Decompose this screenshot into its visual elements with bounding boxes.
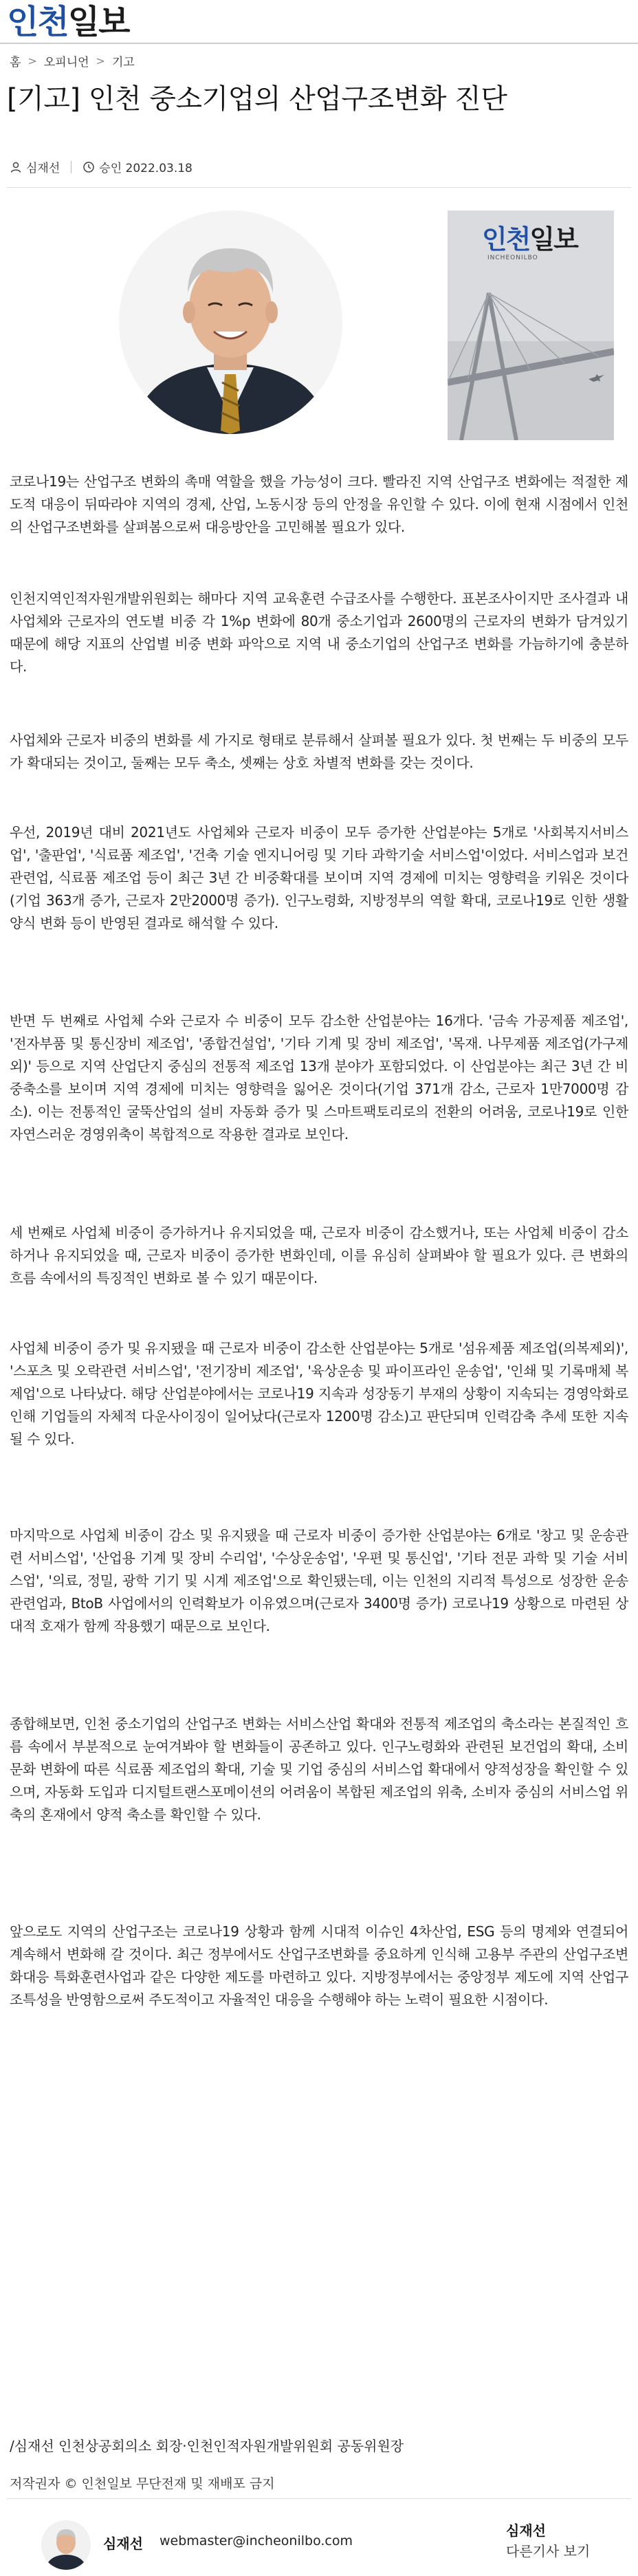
breadcrumb-separator: > — [96, 54, 105, 67]
cover-logo-part-1: 인천 — [482, 224, 530, 255]
author-portrait — [119, 210, 342, 434]
breadcrumb-home[interactable]: 홈 — [10, 56, 21, 69]
author-box-more — [506, 2520, 590, 2562]
breadcrumb-section[interactable]: 오피니언 — [43, 56, 89, 69]
article-title: [기고] 인천 중소기업의 산업구조변화 진단 — [7, 83, 507, 115]
cover-logo — [482, 226, 578, 253]
breadcrumb — [10, 52, 135, 69]
copyright-notice: 저작권자 © 인천일보 무단전재 및 재배포 금지 — [10, 2476, 275, 2491]
clock-icon — [82, 161, 95, 173]
avatar-illustration — [41, 2520, 91, 2570]
article-author[interactable]: 심재선 — [26, 162, 60, 175]
logo-part-2: 일보 — [67, 3, 129, 41]
article-paragraph: 종합해보면, 인천 중소기업의 산업구조 변화는 서비스산업 확대와 전통적 제조업의 축소라는 본질적인 흐름 속에서 부분적으로 눈여겨봐야 할 변화들이 공존하고 있다. 인구노령화와 관련된 보건업의 확대, 소비문화 변화에 따른 식료품 제조업의 확대, 기술 및 기업 중심의 서비스업 확대에서 양적성장을 확인할 수 있으며, 자동화 도입과 디지털트랜스포메이션의 어려움이 복합된 제조업의 위축, 소비자 중심의 서비스업 위축의 혼재에서 양적 축소를 확인할 수 있다. — [10, 1715, 628, 1823]
article-paragraph: 사업체와 근로자 비중의 변화를 세 가지로 형태로 분류해서 살펴볼 필요가 있다. 첫 번째는 두 비중의 모두가 확대되는 것이고, 둘째는 모두 축소, 셋째는 상호 차별적 변화를 갖는 것이다. — [10, 732, 628, 771]
logo-part-1: 인천 — [7, 3, 68, 41]
breadcrumb-separator: > — [28, 54, 37, 67]
article-paragraph: 사업체 비중이 증가 및 유지됐을 때 근로자 비중이 감소한 산업분야는 5개로 '섬유제품 제조업(의복제외)', '스포츠 및 오락관련 서비스업', '전기장비 제조업', '육상운송 및 파이프라인 운송업', '인쇄 및 기록매체 복제업'으로 나타났다. 해당 산업분야에서는 코로나19 지속과 성장동기 부재의 상황이 지속되는 경영악화로 인해 기업들의 자체적 다운사이징이 일어났다(근로자 1200명 감소)고 판단되며 인력감축 추세 또한 지속될 수 있다. — [10, 1340, 628, 1447]
article-paragraph: 세 번째로 사업체 비중이 증가하거나 유지되었을 때, 근로자 비중이 감소했거나, 또는 사업체 비중이 감소하거나 유지되었을 때, 근로자 비중이 증가한 변화인데, 이를 유심히 살펴봐야 할 필요가 있다. 큰 변화의 흐름 속에서의 특징적인 변화로 볼 수 있기 때문이다. — [10, 1224, 628, 1286]
author-box-name[interactable]: 심재선 — [103, 2535, 143, 2552]
article-paragraph: 앞으로도 지역의 산업구조는 코로나19 상황과 함께 시대적 이슈인 4차산업, ESG 등의 명제와 연결되어 계속해서 변화해 갈 것이다. 최근 정부에서도 산업구조변화를 중요하게 인식해 고용부 주관의 산업구조변화대응 특화훈련사업과 같은 다양한 제도를 마련하고 있다. 지방정부에서는 중앙정부 제도에 지역 산업구조특성을 반영함으로써 주도적이고 자율적인 대응을 수행해야 하는 노력이 필요한 시점이다. — [10, 1923, 628, 2008]
article-approved-date: 승인 2022.03.18 — [99, 162, 192, 175]
article-paragraph: 반면 두 번째로 사업체 수와 근로자 수 비중이 모두 감소한 산업분야는 16개다. '금속 가공제품 제조업', '전자부품 및 통신장비 제조업', '종합건설업', '기타 기계 및 장비 제조업', '목재. 나무제품 제조업(가구제외)' 등으로 지역 산업단지 중심의 전통적 제조업 13개 분야가 포함되었다. 이 산업분야는 최근 3년 간 비중축소를 보이며 지역 경제에 미치는 영향력을 잃어온 것이다(기업 371개 감소, 근로자 1만7000명 감소). 이는 전통적인 굴뚝산업의 설비 자동화 증가 및 스마트팩토리로의 전환의 어려움, 코로나19로 인한 자연스러운 경영위축이 복합적으로 작용한 결과로 보인다. — [10, 1013, 628, 1143]
article-paragraph: 우선, 2019년 대비 2021년도 사업체와 근로자 비중이 모두 증가한 산업분야는 5개로 '사회복지서비스업', '출판업', '식료품 제조업', '건축 기술 엔지니어링 및 기타 과학기술 서비스업'이었다. 서비스업과 보건관련업, 식료품 제조업 등이 최근 3년 간 비중확대를 보이며 지역 경제에 미치는 영향력을 키워온 것이다(기업 363개 증가, 근로자 2만2000명 증가). 인구노령화, 지방정부의 역할 확대, 코로나19로 인한 생활양식 변화 등이 반영된 결과로 해석할 수 있다. — [10, 824, 628, 931]
article-paragraph: 인천지역인적자원개발위원회는 해마다 지역 교육훈련 수급조사를 수행한다. 표본조사이지만 조사결과 내 사업체와 근로자의 연도별 비중 각 1%p 변화에 80개 중소기업과 2600명의 근로자의 변화가 담겨있기 때문에 해당 지표의 산업별 비중 변화 파악으로 지역 내 중소기업의 산업구조 변화를 가늠하기에 충분하다. — [10, 590, 628, 675]
breadcrumb-subsection[interactable]: 기고 — [111, 56, 135, 69]
portrait-illustration — [119, 210, 342, 434]
cover-logo-part-2: 일보 — [529, 224, 578, 255]
author-box-right-name[interactable]: 심재선 — [506, 2522, 546, 2539]
cover-logo-sub: INCHEONILBO — [487, 255, 538, 261]
other-articles-link[interactable]: 다른기사 보기 — [506, 2543, 591, 2559]
meta-divider-line — [7, 187, 631, 188]
header-divider — [0, 43, 638, 44]
user-icon — [10, 161, 22, 173]
article-paragraph: 코로나19는 산업구조 변화의 촉매 역할을 했을 가능성이 크다. 빨라진 지역 산업구조 변화에는 적절한 제도적 대응이 뒤따라야 지역의 경제, 산업, 노동시장 등의 안정을 유인할 수 있다. 이에 현재 시점에서 인천의 산업구조변화를 살펴봄으로써 대응방안을 고민해볼 필요가 있다. — [10, 473, 628, 535]
article-signature: /심재선 인천상공회의소 회장·인천인적자원개발위원회 공동위원장 — [10, 2438, 404, 2454]
footer-divider — [7, 2498, 631, 2499]
site-logo[interactable] — [7, 3, 129, 41]
meta-divider — [71, 161, 72, 173]
article-paragraph: 마지막으로 사업체 비중이 감소 및 유지됐을 때 근로자 비중이 증가한 산업분야는 6개로 '창고 및 운송관련 서비스업', '산업용 기계 및 장비 수리업', '수상운송업', '우편 및 통신업', '기타 전문 과학 및 기술 서비스업', '의료, 정밀, 광학 기기 및 시계 제조업'으로 확인됐는데, 이는 인천의 지리적 특성으로 성장한 운송 관련업과, BtoB 사업에서의 인력확보가 이유였으며(근로자 3400명 증가) 코로나19 상황으로 마련된 상대적 호재가 함께 작용했기 때문으로 보인다. — [10, 1527, 628, 1634]
author-box-email[interactable]: webmaster@incheonilbo.com — [160, 2533, 353, 2548]
author-avatar[interactable] — [41, 2520, 91, 2570]
article-meta — [10, 158, 192, 175]
newspaper-cover-image — [448, 210, 614, 440]
